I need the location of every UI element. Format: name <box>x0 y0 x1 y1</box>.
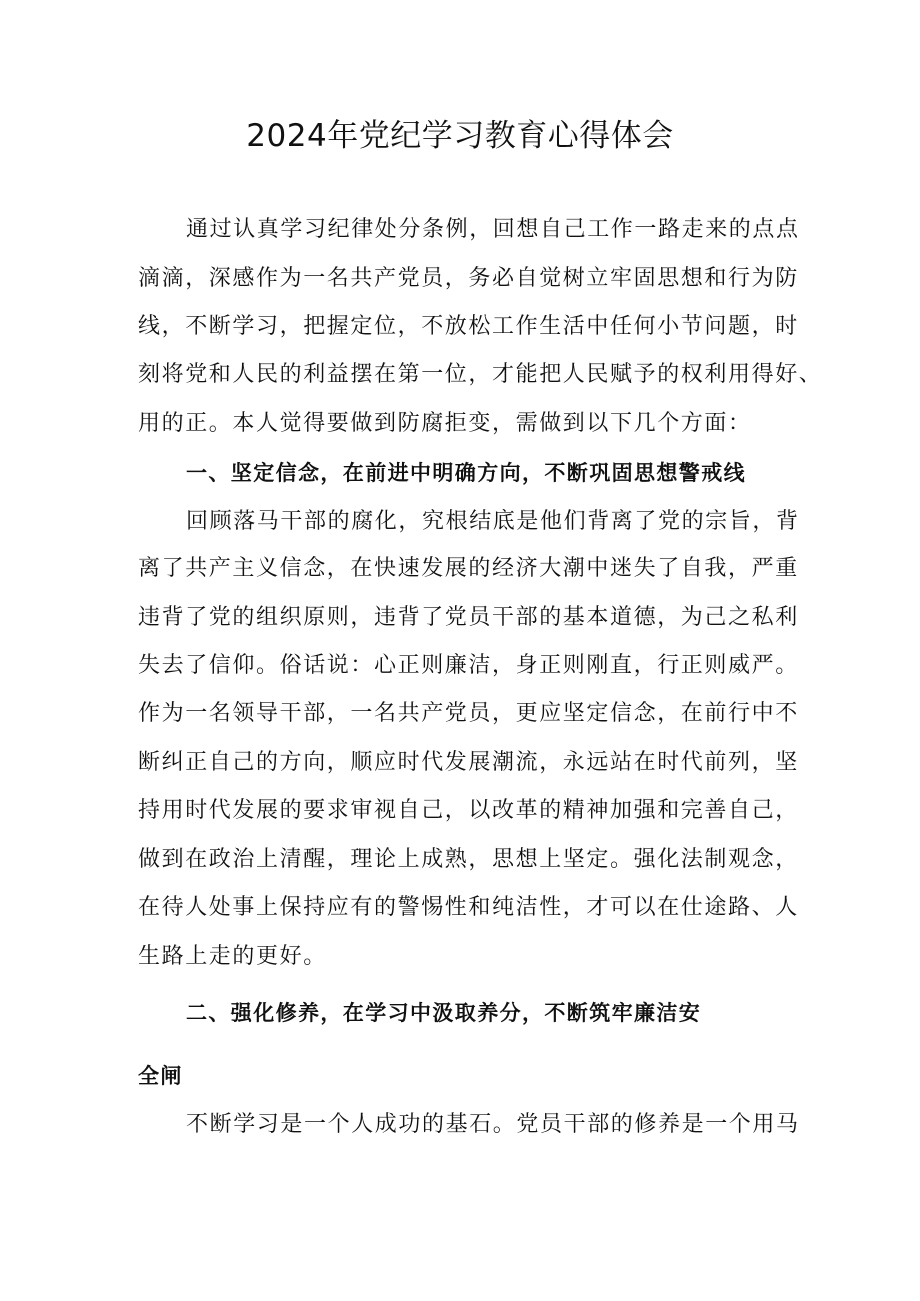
paragraph-line: 失去了信仰。俗话说：心正则廉洁，身正则刚直，行正则威严。 <box>138 653 799 678</box>
paragraph-line: 作为一名领导干部，一名共产党员，更应坚定信念，在前行中不 <box>138 701 799 726</box>
paragraph-line: 线，不断学习，把握定位，不放松工作生活中任何小节问题，时 <box>138 314 799 339</box>
document-title: 2024年党纪学习教育心得体会 <box>246 118 674 154</box>
paragraph-line: 回顾落马干部的腐化，究根结底是他们背离了党的宗旨，背 <box>186 509 800 534</box>
paragraph-line: 通过认真学习纪律处分条例，回想自己工作一路走来的点点 <box>186 217 800 242</box>
paragraph-line: 不断学习是一个人成功的基石。党员干部的修养是一个用马 <box>186 1112 800 1137</box>
section-heading-2: 二、强化修养，在学习中汲取养分，不断筑牢廉洁安 <box>186 1001 702 1025</box>
paragraph-line: 违背了党的组织原则，违背了党员干部的基本道德，为己之私利 <box>138 605 799 630</box>
paragraph-line: 刻将党和人民的利益摆在第一位，才能把人民赋予的权利用得好、 <box>138 362 823 387</box>
paragraph-line: 滴滴，深感作为一名共产党员，务必自觉树立牢固思想和行为防 <box>138 266 799 291</box>
paragraph-line: 持用时代发展的要求审视自己，以改革的精神加强和完善自己， <box>138 798 799 823</box>
paragraph-line: 离了共产主义信念，在快速发展的经济大潮中迷失了自我，严重 <box>138 556 799 581</box>
paragraph-line: 生路上走的更好。 <box>138 944 327 969</box>
section-heading-2-continued: 全闸 <box>138 1064 183 1088</box>
section-heading-1: 一、坚定信念，在前进中明确方向，不断巩固思想警戒线 <box>186 461 746 485</box>
paragraph-line: 做到在政治上清醒，理论上成熟，思想上坚定。强化法制观念， <box>138 847 799 872</box>
paragraph-line: 断纠正自己的方向，顺应时代发展潮流，永远站在时代前列，坚 <box>138 750 799 775</box>
paragraph-line: 用的正。本人觉得要做到防腐拒变，需做到以下几个方面： <box>138 411 752 436</box>
paragraph-line: 在待人处事上保持应有的警惕性和纯洁性，才可以在仕途路、人 <box>138 895 799 920</box>
